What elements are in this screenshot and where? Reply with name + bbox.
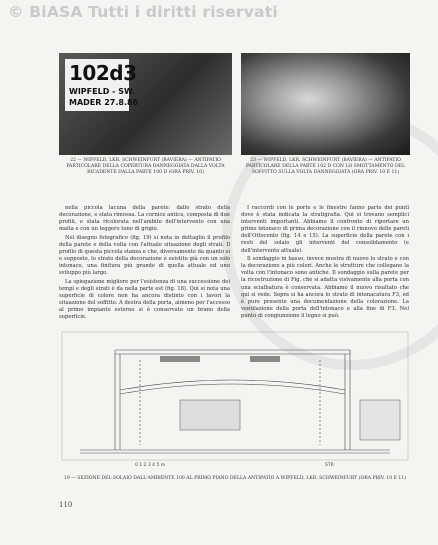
plaque-line-2: MADER 27.8.86 [69, 98, 139, 107]
section-drawing [60, 330, 410, 471]
photo-plaque [65, 59, 139, 111]
plaque-number: 102d3 [69, 61, 137, 85]
paragraph: nella piccola lacuna della parete: dallo strato della decorazione, e stata rimossa. La cornice antica, composta di due profili, e stata ricolorata nell'ambito dell'intervento con una malta e con un leggero tono di grigio. [59, 205, 230, 233]
paragraph: Nel disegno fotografico (fig. 19) si nota in dettaglio il profilo della parete e della volta con l'attuale situazione degli strati. Il profilo di questa piccola stanza e che, diversamente da quanto si e supposto, lo strato della decorazione è esistito già con un solo intonaco, una finitura più grande di quella attuale ed uno sviluppo più largo. [59, 234, 230, 277]
photo-right [241, 53, 410, 155]
paragraph: La spiegazione migliore per l'esistenza di una successione dei tempi e degli strati è da nella parte est (fig. 18). Qui si nota una superficie di colore non ha ancora distinto con i lavori la situazione del soffitto. A destra della porta, almeno per l'accesso al primo impianto esterno si è conservato un brano della superficie. [59, 278, 230, 321]
photo-left [59, 53, 232, 155]
page-number: 110 [59, 501, 73, 509]
figure-caption: 19 — SEZIONE DEL SOLAIO DALL'AMBIENTE 100 AL PRIMO PIANO DELLA ANTIPATIO A WIPFELD, LKR. SCHWEINFURT (ORA PRIV. 10 E 11) [63, 476, 407, 481]
photo-left-caption: 22 — WIPFELD, LKR. SCHWEINFURT (BAVIERA) — ANTIPATIO PARTICOLARE DELLA COPERTURA DANNEGGIATA DALLA VOLTA RICADENTE DALLA PARTE 100 D (ORA PRIV. 10) [66, 158, 225, 175]
plaque-line-1: WIPFELD - SW. [69, 87, 136, 96]
paragraph: I raccordi con le porte e le finestre fanno parte dei punti dove è stata indicata la stratigrafia. Qui si trovano semplici interventi importanti. Abbiamo il confronto di riportare un primo intonaco di prima decorazione con il rinnovo delle pareti dell'Ottocento (fig. 14 e 15). La superficie della parete con i resti del solaio gli interventi del consolidamento (e dell'intervento attuale). [241, 205, 409, 254]
photo-right-caption: 23 — WIPFELD, LKR. SCHWEINFURT (BAVIERA) — ANTIPATIO PARTICOLARE DELLA PARTE 102 D CON LO SMOTTAMENTO DEL SOFFITTO SULLA VOLTA DANNEGGIATA (ORA PRIV. 10 E 11) [245, 158, 406, 175]
scale-right-label: STR [325, 463, 334, 468]
paragraph: Il sondaggio in basso, invece mostra di nuovo lo strato e con la decorazione a più colori. Anche le strutture che collegano la volta con l'intonaco sono antiche. Il sondaggio sulla parete per la ricostruzione di Fig. che si adatta visivamente alla porta con una scialbatura è conservata. Abbiamo il nuovo risultato che qui si vede. Sopra si ha ancora lo strato di intonacatura F3, ed è pure presente una documentazione della colorazione. La ventilazione della porta dell'intonaco e alla fine di F3. Nel punto di congiunzione il legno si può. [241, 256, 409, 319]
text-column-left [59, 205, 230, 323]
watermark: © BiASA Tutti i diritti riservati [8, 3, 278, 21]
scale-left-label: 0 1 2 3 4 5 m [135, 463, 166, 468]
text-column-right [241, 205, 409, 322]
section-drawing-svg [60, 330, 410, 471]
